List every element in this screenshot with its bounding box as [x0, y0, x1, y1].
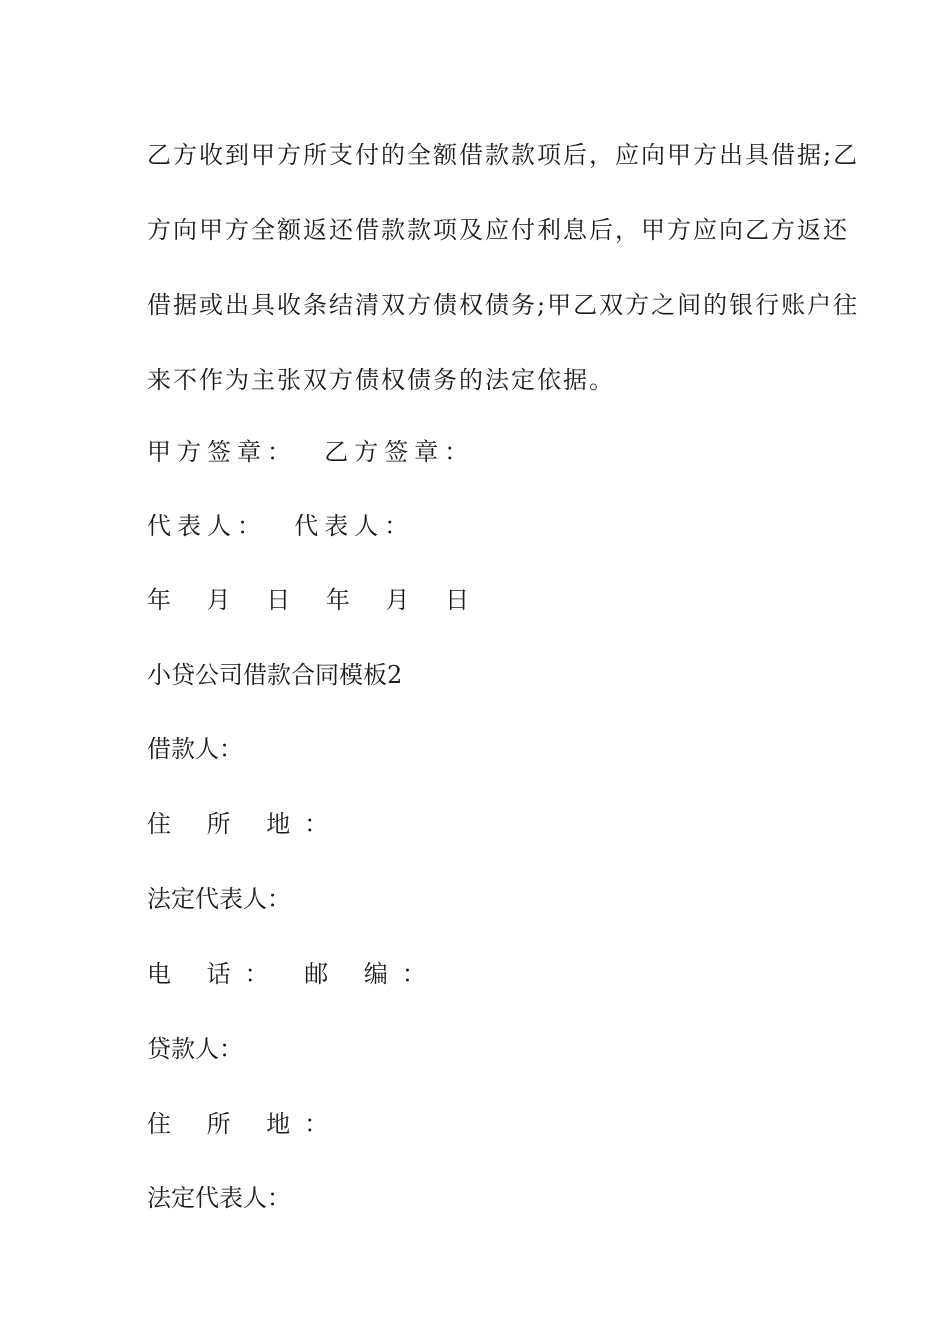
section-title: 小贷公司借款合同模板2: [147, 661, 403, 689]
borrower-label: 借款人：: [147, 735, 243, 763]
paragraph-line: 来不作为主张双方债权债务的法定依据。: [147, 366, 615, 394]
paragraph-line: 乙方收到甲方所支付的全额借款款项后，应向甲方出具借据;乙: [147, 141, 860, 169]
signature-line: 甲方签章： 乙方签章：: [147, 438, 475, 466]
lender-address-label: 住 所 地：: [147, 1110, 343, 1138]
borrower-address-label: 住 所 地：: [147, 810, 343, 838]
paragraph-line: 方向甲方全额返还借款款项及应付利息后，甲方应向乙方返还: [147, 216, 849, 244]
payment-terms-paragraph: [147, 118, 860, 418]
lender-legal-representative-label: 法定代表人：: [147, 1184, 291, 1212]
borrower-legal-representative-label: 法定代表人：: [147, 885, 291, 913]
phone-postcode-label: 电 话： 邮 编：: [147, 960, 440, 988]
paragraph-line: 借据或出具收条结清双方债权债务;甲乙双方之间的银行账户往: [147, 291, 860, 319]
date-line: 年 月 日 年 月 日: [147, 586, 484, 614]
representative-line: 代表人： 代表人：: [147, 512, 415, 540]
lender-label: 贷款人：: [147, 1035, 243, 1063]
